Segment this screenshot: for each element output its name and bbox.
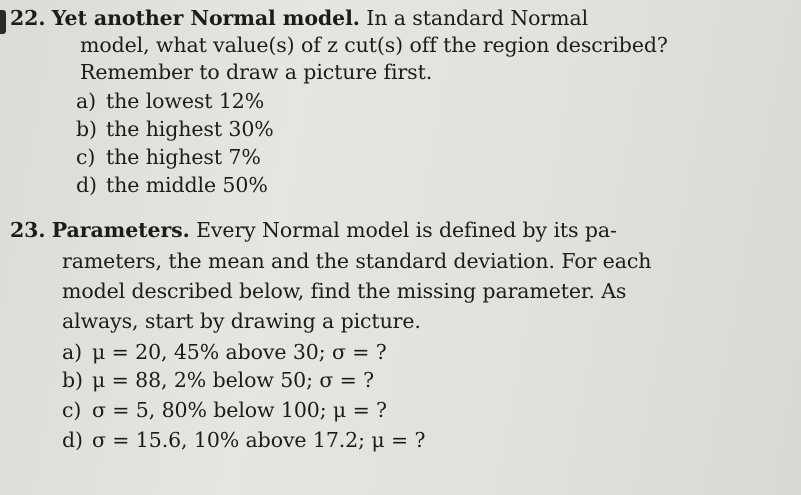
item-text: the middle 50% bbox=[106, 173, 268, 197]
problem-22-item-a bbox=[76, 89, 264, 113]
problem-23-text-line4: always, start by drawing a picture. bbox=[62, 309, 421, 333]
item-letter: a) bbox=[62, 340, 83, 364]
problem-23-item-b bbox=[62, 368, 374, 392]
item-text: μ = 88, 2% below 50; σ = ? bbox=[92, 368, 375, 392]
item-letter: c) bbox=[62, 398, 82, 422]
item-letter: b) bbox=[76, 117, 97, 141]
item-letter: d) bbox=[76, 173, 97, 197]
problem-23-text-line1: Every Normal model is defined by its pa- bbox=[189, 218, 617, 242]
problem-23-item-d bbox=[62, 428, 425, 452]
item-text: the highest 7% bbox=[106, 145, 261, 169]
problem-23-item-c bbox=[62, 398, 387, 422]
problem-22-heading-line bbox=[10, 6, 588, 30]
item-text: σ = 15.6, 10% above 17.2; μ = ? bbox=[92, 428, 426, 452]
item-text: σ = 5, 80% below 100; μ = ? bbox=[92, 398, 387, 422]
problem-23-text-line2: rameters, the mean and the standard deviation. For each bbox=[62, 249, 652, 273]
problem-22-item-b bbox=[76, 117, 274, 141]
problem-22-title: Yet another Normal model. bbox=[51, 6, 360, 30]
item-text: the lowest 12% bbox=[106, 89, 265, 113]
problem-22-text-line3: Remember to draw a picture first. bbox=[80, 60, 433, 84]
problem-22-item-c bbox=[76, 145, 261, 169]
problem-23-item-a bbox=[62, 340, 387, 364]
problem-22-text-line1: In a standard Normal bbox=[359, 6, 589, 30]
item-text: the highest 30% bbox=[106, 117, 274, 141]
item-letter: b) bbox=[62, 368, 83, 392]
item-letter: a) bbox=[76, 89, 97, 113]
problem-22-item-d bbox=[76, 173, 268, 197]
item-letter: d) bbox=[62, 428, 83, 452]
item-letter: c) bbox=[76, 145, 96, 169]
problem-23-number: 23. bbox=[10, 218, 46, 242]
problem-22-text-line2: model, what value(s) of z cut(s) off the region described? bbox=[80, 33, 668, 57]
problem-23-text-line3: model described below, find the missing parameter. As bbox=[62, 279, 627, 303]
problem-23-heading-line bbox=[10, 218, 617, 242]
page-edge-mark bbox=[0, 10, 6, 34]
problem-22-number: 22. bbox=[10, 6, 46, 30]
item-text: μ = 20, 45% above 30; σ = ? bbox=[92, 340, 387, 364]
problem-23-title: Parameters. bbox=[51, 218, 190, 242]
